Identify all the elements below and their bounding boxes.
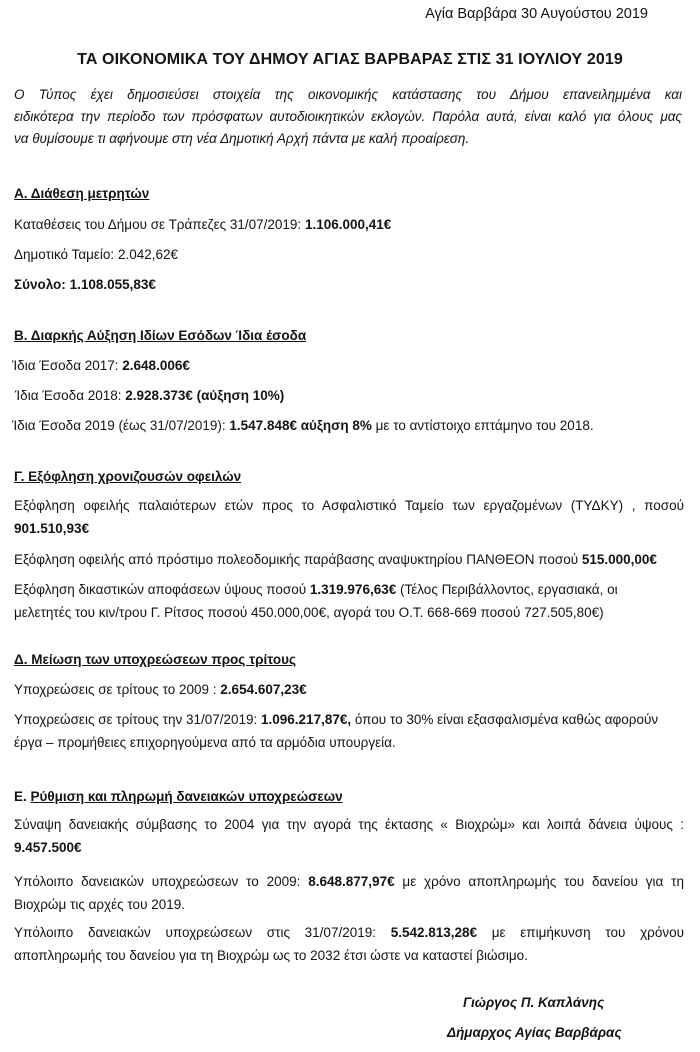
- loan-2019-line2: αποπληρωμής του δανείου για τη Βιοχρώμ ως το 2032 έτσι ώστε να καταστεί βιώσιμο.: [14, 948, 528, 963]
- loan-2019-suffix: με επιμήκυνση του χρόνου: [477, 925, 684, 940]
- section-e-item-3: [14, 921, 684, 967]
- signature-role: Δήμαρχος Αγίας Βαρβάρας: [447, 1025, 622, 1040]
- intro-paragraph: [14, 84, 682, 150]
- rev2019-value: 1.547.848€ αύξηση 8%: [229, 418, 372, 433]
- total-value: 1.108.055,83€: [69, 277, 156, 292]
- total-label: Σύνολο:: [14, 277, 70, 292]
- item1-value: 901.510,93€: [14, 521, 90, 536]
- section-e-heading: Ρύθμιση και πληρωμή δανειακών υποχρεώσεων: [30, 789, 343, 804]
- obligations-2009-value: 2.654.607,23€: [220, 682, 307, 697]
- deposits-value: 1.106.000,41€: [304, 217, 392, 232]
- rev2019-label: Ίδια Έσοδα 2019 (έως 31/07/2019):: [12, 418, 230, 433]
- section-c-item-1: [14, 494, 684, 540]
- section-c-item-2: [14, 552, 657, 567]
- document-date: Αγία Βαρβάρα 30 Αυγούστου 2019: [425, 6, 648, 22]
- item3-line2: μελετητές του κιν/τρου Γ. Ρίτσος ποσού 450.000,00€, αγορά του Ο.Τ. 668-669 ποσού 727.505,80€): [14, 605, 604, 620]
- obligations-2019-line2: έργα – προμήθειες επιχορηγούμενα από τα αρμόδια υπουργεία.: [14, 735, 396, 750]
- section-a-cash: [14, 247, 178, 262]
- section-d-heading: Δ. Μείωση των υποχρεώσεων προς τρίτους: [14, 652, 296, 667]
- section-e-prefix: Ε.: [14, 789, 31, 804]
- section-a-heading: Α. Διάθεση μετρητών: [14, 186, 150, 201]
- item1-text: Εξόφληση οφειλής παλαιότερων ετών προς το Ασφαλιστικό Ταμείο των εργαζομένων (ΤΥΔΚΥ) , ποσού: [14, 498, 684, 513]
- loan-2009-value: 8.648.877,97€: [308, 874, 395, 889]
- rev2018-value: 2.928.373€ (αύξηση 10%): [125, 388, 285, 403]
- loan-2009-line1: [14, 870, 684, 893]
- item2-text: Εξόφληση οφειλής από πρόστιμο πολεοδομικής παράβασης αναψυκτηρίου ΠΑΝΘΕΟΝ ποσού: [14, 552, 582, 567]
- section-a-deposits: [14, 217, 391, 232]
- rev2019-suffix: με το αντίστοιχο επτάμηνο του 2018.: [371, 418, 594, 433]
- item3-value: 1.319.976,63€: [309, 582, 397, 597]
- loan-2009-line2: Βιοχρώμ τις αρχές του 2019.: [14, 897, 185, 912]
- section-b-rev2017: [12, 358, 190, 373]
- loan-2019-label: Υπόλοιπο δανειακών υποχρεώσεων στις 31/07/2019:: [14, 925, 391, 940]
- section-d-item-2: [14, 708, 684, 754]
- item2-value: 515.000,00€: [581, 552, 657, 567]
- obligations-2019-label: Υποχρεώσεις σε τρίτους την 31/07/2019:: [14, 712, 262, 727]
- section-a-total: [14, 277, 156, 292]
- item3-text: Εξόφληση δικαστικών αποφάσεων ύψους ποσού: [14, 582, 310, 597]
- loan-2009-label: Υπόλοιπο δανειακών υποχρεώσεων το 2009:: [14, 874, 309, 889]
- loan-contract-text: Σύναψη δανειακής σύμβασης το 2004 για την αγορά της έκτασης « Βιοχρώμ» και λοιπά δάνεια ύψους :: [14, 817, 684, 832]
- section-b-heading: Β. Διαρκής Αύξηση Ιδίων Εσόδων Ίδια έσοδα: [14, 328, 307, 343]
- document-title: ΤΑ ΟΙΚΟΝΟΜΙΚΑ ΤΟΥ ΔΗΜΟΥ ΑΓΙΑΣ ΒΑΡΒΑΡΑΣ ΣΤΙΣ 31 ΙΟΥΛΙΟΥ 2019: [77, 51, 623, 68]
- rev2018-label: Ίδια Έσοδα 2018:: [15, 388, 126, 403]
- rev2017-label: Ίδια Έσοδα 2017:: [12, 358, 123, 373]
- loan-2009-suffix: με χρόνο αποπληρωμής του δανείου για τη: [394, 874, 684, 889]
- loan-2019-line1: [14, 921, 684, 944]
- intro-line-1: Ο Τύπος έχει δημοσιεύσει στοιχεία της οικονομικής κατάστασης του Δήμου επανειλημμένα και: [14, 87, 682, 102]
- section-d-item-1: [14, 682, 307, 697]
- cash-label: Δημοτικό Ταμείο:: [14, 247, 118, 262]
- section-e-item-2: [14, 870, 684, 916]
- deposits-label: Καταθέσεις του Δήμου σε Τράπεζες 31/07/2019:: [14, 217, 305, 232]
- section-b-rev2019: [12, 418, 594, 433]
- signature-name: Γιώργος Π. Καπλάνης: [463, 995, 605, 1010]
- obligations-2009-label: Υποχρεώσεις σε τρίτους το 2009 :: [14, 682, 221, 697]
- intro-line-2: ειδικότερα την περίοδο των πρόσφατων αυτοδιοικητικών εκλογών. Παρόλα αυτά, είναι καλό για όλους μας: [14, 109, 682, 124]
- obligations-2019-value: 1.096.217,87€,: [261, 712, 352, 727]
- loan-2019-value: 5.542.813,28€: [390, 925, 478, 940]
- section-c-heading: Γ. Εξόφληση χρονιζουσών οφειλών: [14, 469, 242, 484]
- loan-contract-value: 9.457.500€: [14, 840, 82, 855]
- section-b-rev2018: [15, 388, 284, 403]
- section-e-heading-wrap: [14, 789, 343, 804]
- cash-value: 2.042,62€: [117, 247, 178, 262]
- obligations-2019-suffix: όπου το 30% είναι εξασφαλισμένα καθώς αφορούν: [351, 712, 659, 727]
- intro-line-3: να θυμίσουμε τι αφήνουμε στη νέα Δημοτική Αρχή πάντα με καλή προαίρεση.: [14, 131, 470, 146]
- section-c-item-3: [14, 578, 684, 624]
- rev2017-value: 2.648.006€: [122, 358, 190, 373]
- item3-suffix: (Τέλος Περιβάλλοντος, εργασιακά, οι: [396, 582, 618, 597]
- section-e-item-1: [14, 813, 684, 859]
